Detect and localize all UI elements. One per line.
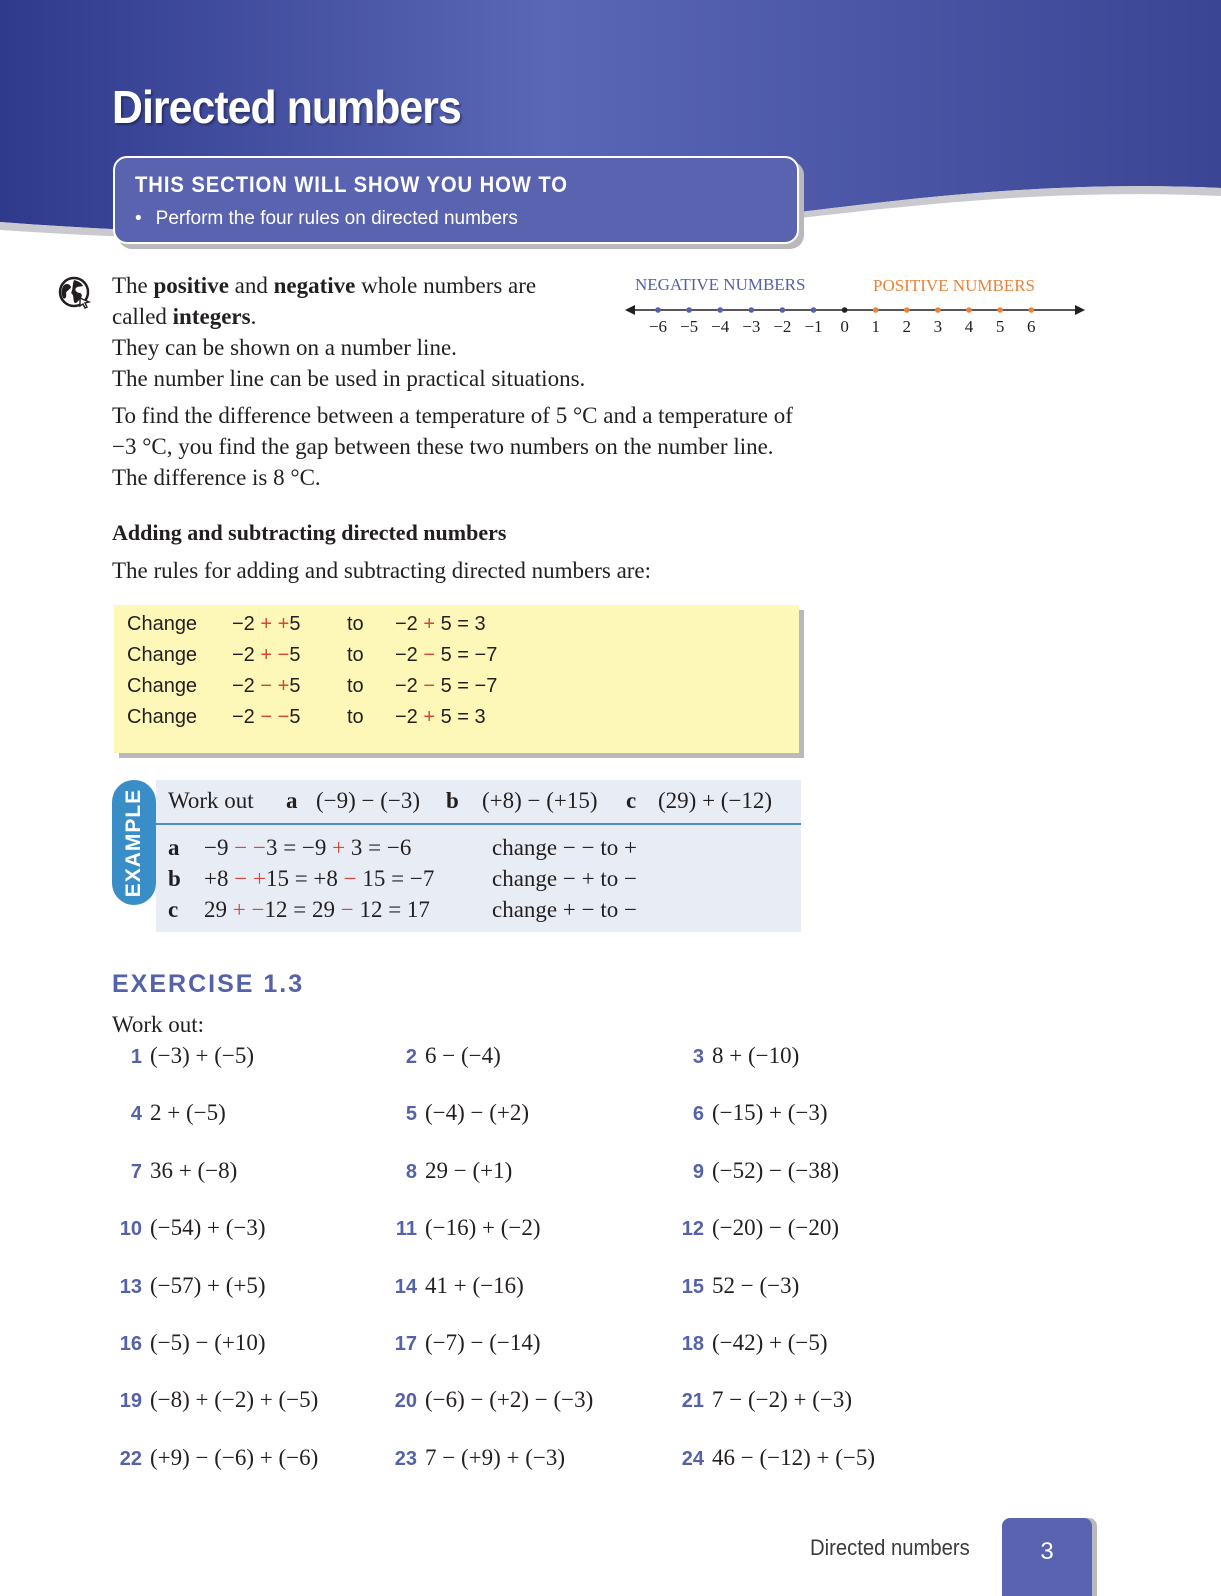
question-number: 15 (681, 1275, 704, 1298)
number-line-point (1028, 307, 1034, 313)
arrow-right-icon (1075, 305, 1085, 315)
question-number: 17 (394, 1333, 417, 1355)
question-expression: (−16) + (−2) (425, 1215, 541, 1241)
footer-chapter-label: Directed numbers (810, 1535, 970, 1560)
question-number: 18 (681, 1333, 704, 1355)
exercise-title: EXERCISE 1.3 (112, 970, 305, 998)
number-line (625, 274, 1085, 344)
page-number-tab (1002, 1518, 1092, 1596)
question-number: 6 (692, 1103, 704, 1126)
number-line-point (717, 307, 723, 313)
section-objective-item: • Perform the four rules on directed numbers (135, 208, 518, 229)
question-expression: (−57) + (+5) (150, 1272, 266, 1298)
intro-line-1: The positive and negative whole numbers are (112, 273, 537, 298)
number-line-point (749, 307, 755, 313)
page-number: 3 (1040, 1538, 1054, 1565)
question-number: 11 (395, 1218, 417, 1241)
question-number: 23 (394, 1447, 417, 1470)
question-number: 19 (119, 1390, 142, 1413)
number-line-point (780, 307, 786, 313)
number-line-point (904, 307, 910, 313)
number-line-tick-label: −1 (804, 317, 823, 336)
number-line-point (935, 307, 941, 313)
question-expression: 7 − (−2) + (−3) (712, 1387, 853, 1413)
question-expression: (−52) − (−38) (712, 1157, 840, 1183)
number-line-tick-label: −3 (742, 317, 761, 336)
number-line-tick-label: 1 (871, 317, 880, 336)
number-line-point (997, 307, 1003, 313)
number-line-tick-label: 0 (840, 317, 849, 336)
question-expression: 36 + (−8) (150, 1157, 238, 1183)
term-positive: positive (153, 273, 229, 298)
question-expression: 8 + (−10) (712, 1043, 800, 1068)
number-line-tick-label: −5 (680, 317, 699, 336)
exercise-instruction: Work out: (112, 1012, 205, 1037)
section-objective-text: Perform the four rules on directed numbers (155, 208, 518, 229)
intro-text (112, 270, 672, 394)
question-number: 1 (130, 1046, 142, 1068)
number-line-tick-label: −2 (773, 317, 792, 336)
number-line-tick-label: 3 (933, 317, 943, 336)
number-line-point (873, 307, 879, 313)
number-line-tick-label: 6 (1026, 317, 1036, 336)
question-expression: (−20) − (−20) (712, 1215, 840, 1241)
example-answer-row: c 29 + −12 = 29 − 12 = 17 change + − to − (168, 897, 637, 922)
positive-numbers-label: POSITIVE NUMBERS (873, 276, 1035, 295)
intro-line-2: called integers. (112, 304, 257, 329)
question-expression: (−5) − (+10) (150, 1330, 266, 1355)
question-number: 24 (681, 1447, 704, 1470)
example-box (112, 780, 801, 932)
number-line-tick-label: −4 (711, 317, 730, 336)
question-expression: (−4) − (+2) (425, 1100, 530, 1126)
number-line-point (655, 307, 661, 313)
question-expression: 2 + (−5) (150, 1100, 226, 1126)
number-line-point (842, 307, 848, 313)
question-number: 3 (692, 1046, 704, 1068)
question-expression: 41 + (−16) (425, 1272, 524, 1298)
question-expression: 29 − (+1) (425, 1157, 513, 1183)
example-tab (112, 780, 156, 905)
question-expression: 7 − (+9) + (−3) (425, 1444, 566, 1470)
intro-line-4: The number line can be used in practical situations. (112, 366, 586, 391)
rules-intro: The rules for adding and subtracting directed numbers are: (112, 558, 652, 583)
question-number: 5 (405, 1103, 417, 1126)
question-number: 4 (130, 1103, 142, 1126)
question-number: 9 (692, 1160, 704, 1183)
question-number: 13 (119, 1275, 142, 1298)
question-expression: (−8) + (−2) + (−5) (150, 1387, 319, 1413)
example-panel (156, 780, 801, 932)
question-expression: (−3) + (−5) (150, 1043, 255, 1068)
question-expression: 52 − (−3) (712, 1272, 800, 1298)
term-integers: integers (172, 304, 251, 329)
negative-numbers-label: NEGATIVE NUMBERS (635, 275, 806, 294)
number-line-tick-label: 5 (995, 317, 1005, 336)
example-tab-label: EXAMPLE (122, 788, 145, 898)
question-number: 8 (405, 1160, 417, 1183)
question-number: 21 (681, 1390, 704, 1413)
temperature-line-2: −3 °C, you find the gap between these two numbers on the number line. (112, 434, 774, 459)
number-line-point (686, 307, 692, 313)
example-answer-row: b +8 − +15 = +8 − 15 = −7 change − + to − (168, 866, 637, 891)
question-expression: 6 − (−4) (425, 1043, 501, 1068)
section-objectives-box (113, 156, 799, 244)
number-line-point (811, 307, 817, 313)
question-number: 12 (681, 1218, 704, 1241)
question-expression: (−6) − (+2) − (−3) (425, 1387, 594, 1413)
question-expression: (−42) + (−5) (712, 1330, 828, 1355)
rules-box: Change −2 + +5 to −2 + 5 = 3 Change −2 + −5 to −2 − 5 = −7 Change −2 − +5 to −2 − 5 = −7 Change −2 − −5 to −2 + 5 = 3 (114, 605, 799, 753)
question-expression: (−15) + (−3) (712, 1100, 828, 1126)
globe-icon (58, 276, 92, 310)
term-negative: negative (273, 273, 356, 298)
question-expression: 46 − (−12) + (−5) (712, 1444, 876, 1470)
temperature-line-1: To find the difference between a temperature of 5 °C and a temperature of (112, 403, 793, 428)
question-number: 7 (130, 1160, 142, 1183)
number-line-tick-label: −6 (648, 317, 668, 336)
question-number: 14 (394, 1275, 417, 1298)
example-answer-row: a −9 − −3 = −9 + 3 = −6 change − − to + (168, 835, 637, 860)
question-number: 10 (119, 1218, 142, 1241)
section-heading: THIS SECTION WILL SHOW YOU HOW TO (135, 172, 568, 197)
adding-subtracting-heading: Adding and subtracting directed numbers (112, 520, 507, 545)
number-line-tick-label: 2 (902, 317, 912, 336)
temperature-paragraph (112, 400, 872, 493)
number-line-point (966, 307, 972, 313)
example-question: Work out a (−9) − (−3) b (+8) − (+15) c (29) + (−12) (156, 780, 801, 825)
number-line-tick-label: 4 (964, 317, 974, 336)
question-number: 16 (119, 1333, 142, 1355)
arrow-left-icon (625, 305, 635, 315)
question-number: 2 (405, 1046, 417, 1068)
page-title: Directed numbers (112, 81, 461, 133)
question-expression: (+9) − (−6) + (−6) (150, 1444, 319, 1470)
question-number: 20 (394, 1390, 417, 1413)
intro-line-3: They can be shown on a number line. (112, 335, 457, 360)
question-expression: (−54) + (−3) (150, 1215, 266, 1241)
temperature-line-3: The difference is 8 °C. (112, 465, 321, 490)
question-expression: (−7) − (−14) (425, 1330, 541, 1355)
question-number: 22 (119, 1447, 142, 1470)
